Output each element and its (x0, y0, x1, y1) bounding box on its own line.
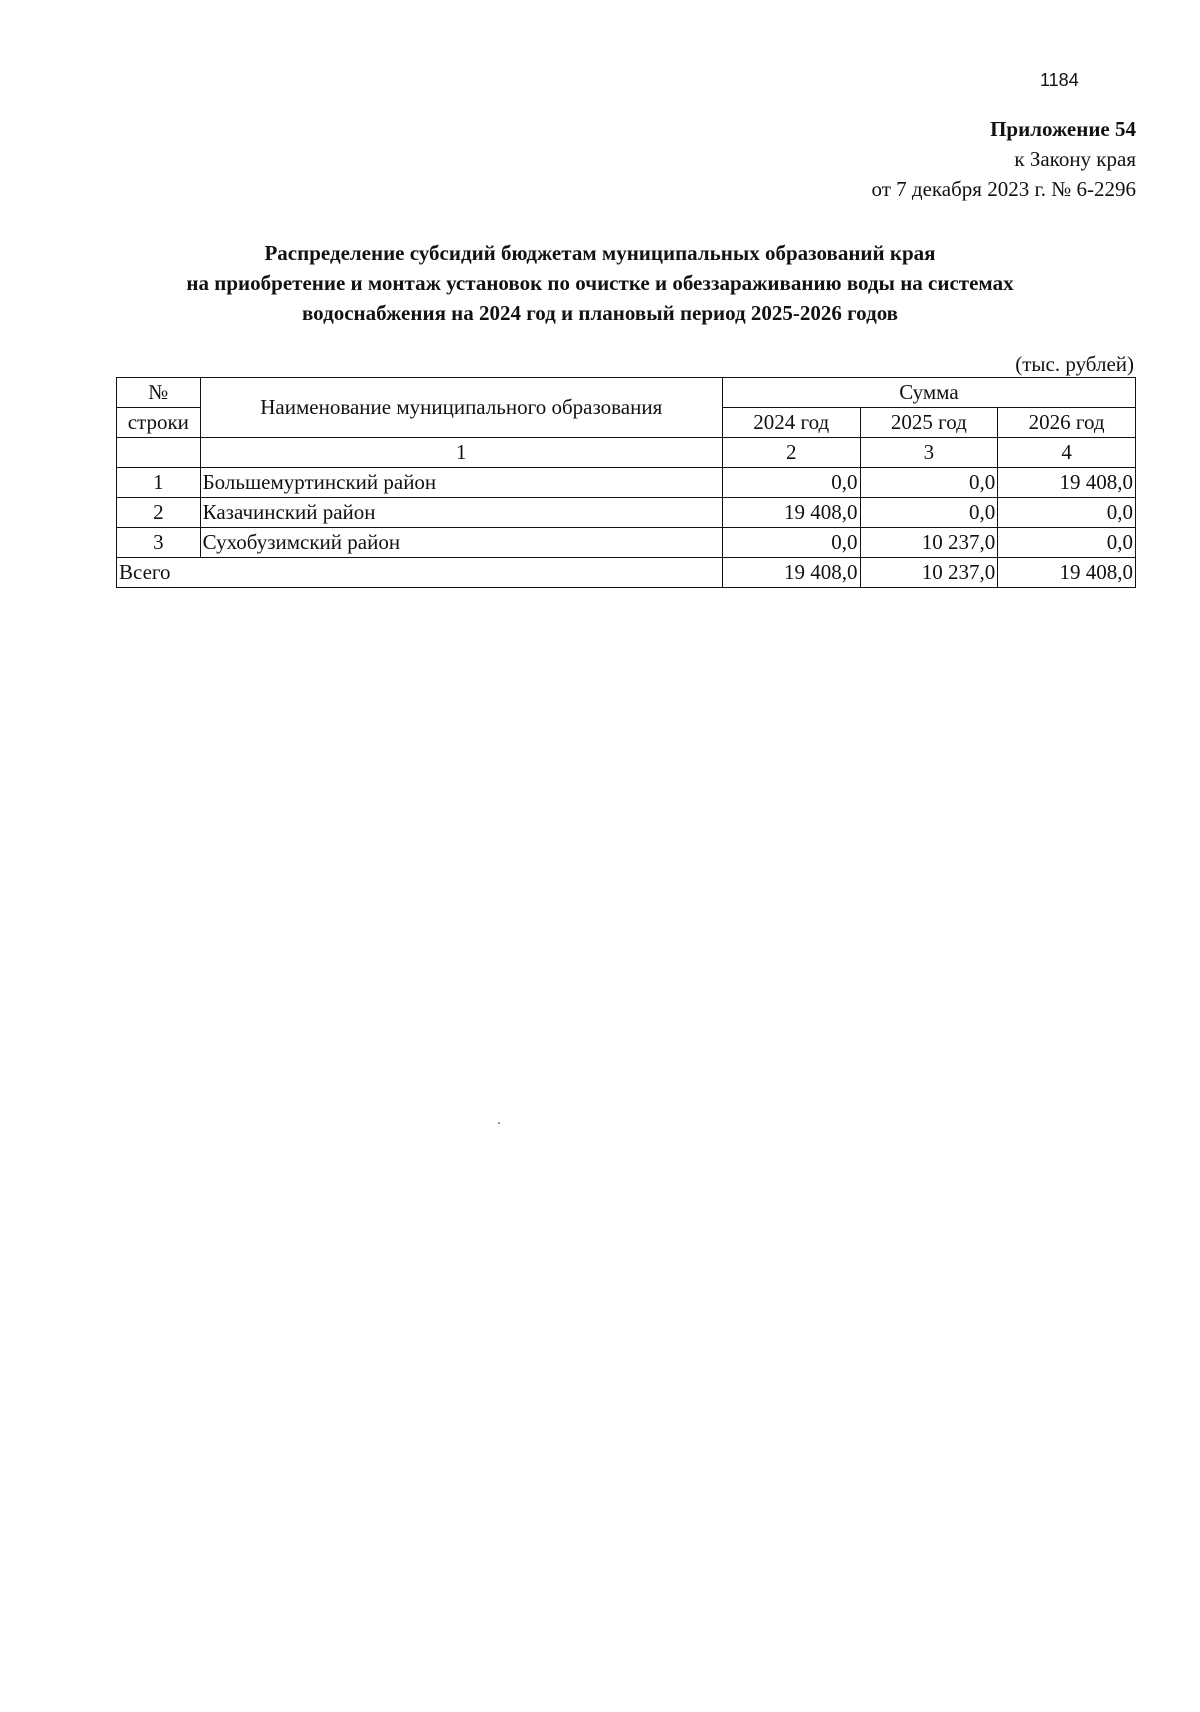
row-number: 2 (117, 498, 201, 528)
header-year-2026: 2026 год (998, 408, 1136, 438)
amount-2024: 0,0 (722, 528, 860, 558)
header-year-2025: 2025 год (860, 408, 998, 438)
header-row-number-label: строки (117, 408, 201, 438)
amount-2025: 0,0 (860, 468, 998, 498)
appendix-title: Приложение 54 (990, 117, 1136, 141)
table-row (117, 528, 1136, 558)
column-number-cell: 1 (200, 438, 722, 468)
column-number-cell: 2 (722, 438, 860, 468)
header-year-2024: 2024 год (722, 408, 860, 438)
column-number-cell (117, 438, 201, 468)
amount-2025: 0,0 (860, 498, 998, 528)
scan-speck (498, 1122, 500, 1124)
row-number: 1 (117, 468, 201, 498)
header-row-number-sign: № (148, 380, 169, 404)
amount-2026: 0,0 (998, 528, 1136, 558)
total-2025: 10 237,0 (860, 558, 998, 588)
amount-2026: 0,0 (998, 498, 1136, 528)
amount-2025: 10 237,0 (860, 528, 998, 558)
header-row-number (117, 378, 201, 408)
column-number-row (117, 438, 1136, 468)
amount-2024: 0,0 (722, 468, 860, 498)
total-2024: 19 408,0 (722, 558, 860, 588)
amount-2024: 19 408,0 (722, 498, 860, 528)
column-number-cell: 3 (860, 438, 998, 468)
table-row (117, 498, 1136, 528)
row-number: 3 (117, 528, 201, 558)
municipality-name: Сухобузимский район (200, 528, 722, 558)
total-row (117, 558, 1136, 588)
subsidy-table (116, 377, 1136, 588)
units-label: (тыс. рублей) (1015, 352, 1134, 376)
appendix-block (872, 114, 1136, 204)
document-title-line-1: Распределение субсидий бюджетам муниципальных образований края (264, 241, 936, 265)
appendix-law-date: от 7 декабря 2023 г. № 6-2296 (871, 177, 1136, 201)
total-label: Всего (117, 558, 723, 588)
header-row-1 (117, 378, 1136, 408)
total-2026: 19 408,0 (998, 558, 1136, 588)
header-municipality-name: Наименование муниципального образования (200, 378, 722, 438)
document-title-line-3: водоснабжения на 2024 год и плановый период 2025-2026 годов (301, 301, 899, 325)
appendix-law-reference: к Закону края (1014, 147, 1136, 171)
column-number-cell: 4 (998, 438, 1136, 468)
page-number: 1184 (1040, 70, 1079, 90)
document-title-line-2: на приобретение и монтаж установок по очистке и обеззараживанию воды на системах (186, 271, 1014, 295)
document-title (100, 238, 1100, 328)
amount-2026: 19 408,0 (998, 468, 1136, 498)
municipality-name: Казачинский район (200, 498, 722, 528)
header-sum: Сумма (722, 378, 1135, 408)
municipality-name: Большемуртинский район (200, 468, 722, 498)
table-row (117, 468, 1136, 498)
